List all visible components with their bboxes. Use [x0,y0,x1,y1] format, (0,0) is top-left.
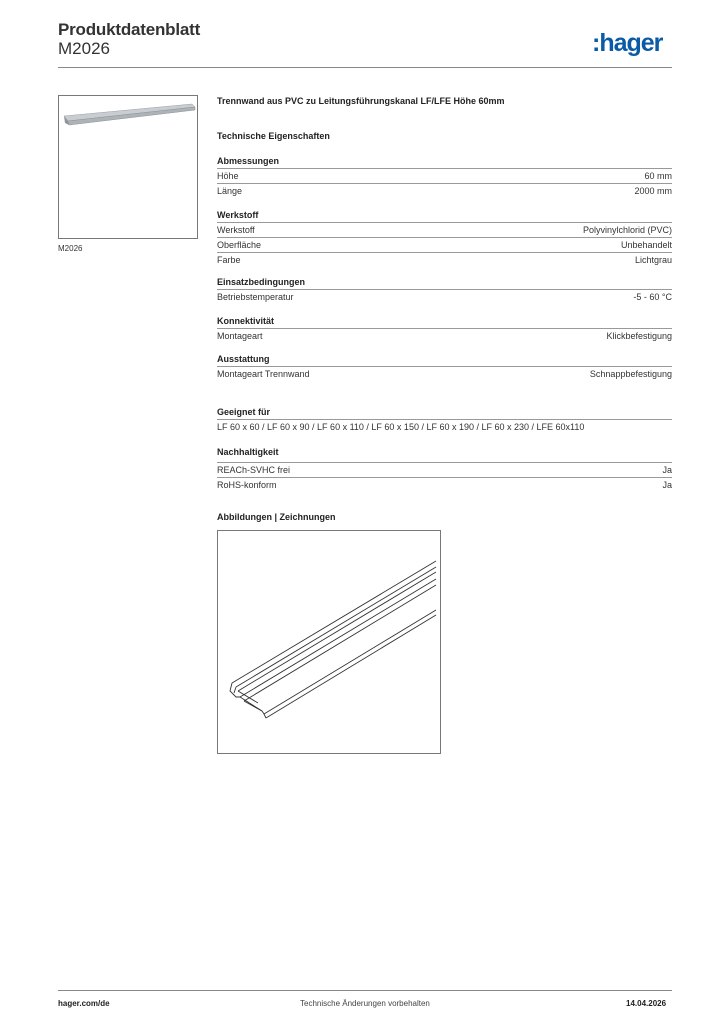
thumbnail-caption: M2026 [58,244,83,253]
product-title: Trennwand aus PVC zu Leitungsführungskanal LF/LFE Höhe 60mm [217,96,505,106]
header-divider [58,67,672,68]
document-title: Produktdatenblatt [58,20,201,39]
row-value: -5 - 60 °C [633,292,672,302]
table-row [217,252,672,267]
row-label: Montageart Trennwand [217,369,310,379]
footer-note: Technische Änderungen vorbehalten [300,999,430,1008]
section-heading-konnektivitaet: Konnektivität [217,316,275,326]
partition-thumbnail-image [59,96,197,238]
section-heading-nachhaltigkeit: Nachhaltigkeit [217,447,279,457]
row-label: Werkstoff [217,225,255,235]
table-row [217,328,672,343]
row-value: 2000 mm [634,186,672,196]
article-number: M2026 [58,39,110,58]
row-label: Länge [217,186,243,196]
row-value: Lichtgrau [634,255,672,265]
table-row [217,366,672,381]
row-value: Klickbefestigung [606,331,672,341]
hager-logo: :hager [592,29,663,57]
section-heading-werkstoff: Werkstoff [217,210,259,220]
einsatz-table [217,289,672,304]
row-label: Betriebstemperatur [217,292,294,302]
table-row [217,419,672,434]
partition-line-drawing [218,531,440,753]
table-row [217,237,672,252]
row-label: REACh-SVHC frei [217,465,291,475]
section-heading-abmessungen: Abmessungen [217,156,280,166]
row-value: Unbehandelt [620,240,672,250]
table-row [217,168,672,183]
technical-drawing [217,530,441,754]
table-row [217,183,672,198]
abmessungen-table [217,168,672,198]
werkstoff-table [217,222,672,267]
row-value: Ja [662,465,672,475]
row-value: Ja [662,480,672,490]
konnektivitaet-table [217,328,672,343]
section-heading-geeignet: Geeignet für [217,407,271,417]
footer-divider [58,990,672,991]
row-value: Schnappbefestigung [589,369,672,379]
table-row [217,477,672,492]
footer-date: 14.04.2026 [626,999,667,1008]
row-label: Farbe [217,255,241,265]
row-label: Montageart [217,331,263,341]
section-heading-ausstattung: Ausstattung [217,354,270,364]
row-label: RoHS-konform [217,480,277,490]
row-value: 60 mm [644,171,672,181]
table-row [217,289,672,304]
section-heading-einsatzbedingungen: Einsatzbedingungen [217,277,306,287]
footer-website: hager.com/de [58,999,110,1008]
ausstattung-table [217,366,672,381]
table-row [217,462,672,477]
table-row [217,222,672,237]
product-thumbnail [58,95,198,239]
technical-properties-heading: Technische Eigenschaften [217,131,330,141]
row-label: Höhe [217,171,239,181]
row-value: Polyvinylchlorid (PVC) [582,225,672,235]
compatible-products-text: LF 60 x 60 / LF 60 x 90 / LF 60 x 110 / LF 60 x 150 / LF 60 x 190 / LF 60 x 230 / LFE 60x110 [217,422,585,432]
geeignet-table [217,419,672,434]
nachhaltigkeit-table [217,462,672,492]
section-heading-abbildungen: Abbildungen | Zeichnungen [217,512,336,522]
row-label: Oberfläche [217,240,262,250]
